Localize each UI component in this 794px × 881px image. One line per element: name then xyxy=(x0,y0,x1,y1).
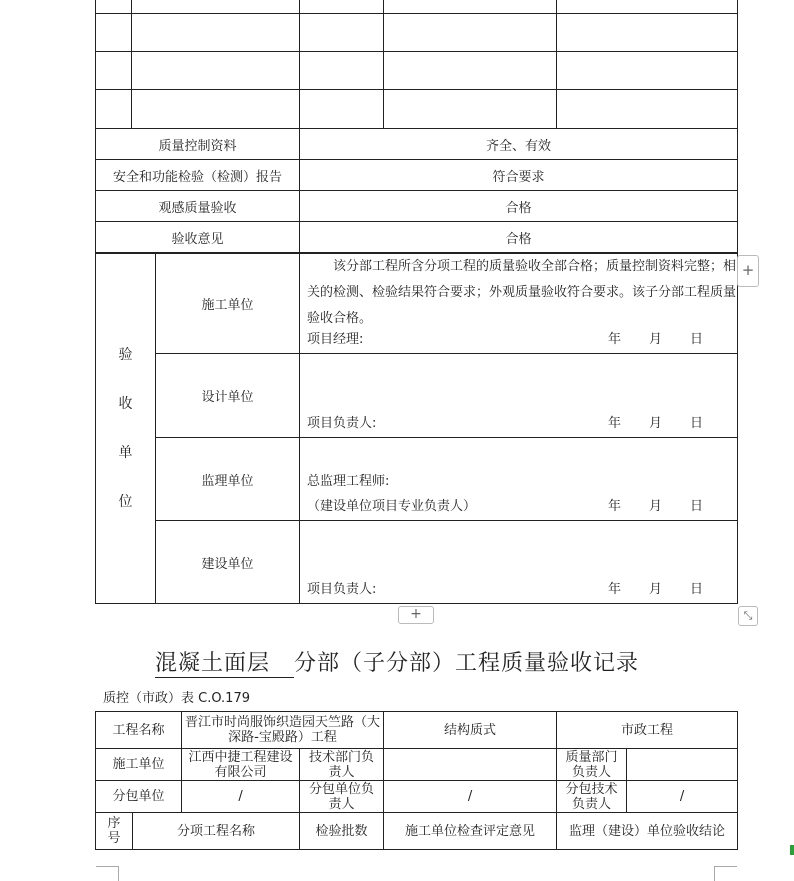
owner-unit-label: 建设单位 xyxy=(156,521,300,604)
owner-date xyxy=(608,578,703,597)
contractor-label: 施工单位 xyxy=(96,749,182,781)
construction-row xyxy=(96,254,738,354)
supervision-row xyxy=(96,438,738,521)
item-name-header: 分项工程名称 xyxy=(133,813,300,850)
date-day: 日 xyxy=(690,499,704,514)
sub-tech-label: 分包技术负责人 xyxy=(557,781,627,813)
construction-date xyxy=(608,328,703,347)
date-year: 年 xyxy=(608,416,622,431)
design-signer: 项目负责人: xyxy=(307,416,377,431)
add-row-button[interactable]: + xyxy=(398,606,434,624)
date-year: 年 xyxy=(608,582,622,597)
safety-report-value[interactable]: 符合要求 xyxy=(300,160,738,191)
group-char: 单 xyxy=(118,444,133,461)
sub-head-label: 分包单位负责人 xyxy=(300,781,384,813)
subcontractor-value[interactable]: / xyxy=(182,781,300,813)
edge-marker xyxy=(790,845,794,855)
quality-head-label: 质量部门负责人 xyxy=(557,749,627,781)
quality-docs-value[interactable]: 齐全、有效 xyxy=(300,129,738,160)
date-day: 日 xyxy=(690,332,704,347)
opinion-row xyxy=(96,222,738,253)
add-column-button[interactable]: + xyxy=(737,255,759,287)
supervision-unit-cell[interactable] xyxy=(300,438,738,521)
group-char: 收 xyxy=(118,395,133,412)
owner-unit-cell[interactable] xyxy=(300,521,738,604)
construction-opinion-text: 该分部工程所含分项工程的质量验收全部合格；质量控制资料完整；相关的检测、检验结果符合要求；外观质量验收符合要求。该子分部工程质量验收合格。 xyxy=(307,259,737,326)
table-row xyxy=(96,90,738,129)
form-title xyxy=(0,646,794,678)
form-title-subject[interactable]: 混凝土面层 xyxy=(155,646,294,678)
structure-value[interactable]: 市政工程 xyxy=(557,712,738,749)
group-char: 位 xyxy=(118,493,133,510)
safety-report-label: 安全和功能检验（检测）报告 xyxy=(96,160,300,191)
contractor-value[interactable]: 江西中捷工程建设有限公司 xyxy=(182,749,300,781)
structure-label: 结构质式 xyxy=(384,712,557,749)
acceptance-units-table xyxy=(95,253,738,604)
subcontractor-label: 分包单位 xyxy=(96,781,182,813)
seq-header: 序号 xyxy=(96,813,133,850)
opinion-label: 验收意见 xyxy=(96,222,300,253)
construction-unit-cell[interactable] xyxy=(300,254,738,354)
owner-signer: 项目负责人: xyxy=(307,582,377,597)
table-row xyxy=(96,14,738,52)
date-day: 日 xyxy=(690,582,704,597)
date-month: 月 xyxy=(649,332,663,347)
opinion-value[interactable]: 合格 xyxy=(300,222,738,253)
date-month: 月 xyxy=(649,416,663,431)
sub-tech-value[interactable]: / xyxy=(627,781,738,813)
date-month: 月 xyxy=(649,582,663,597)
form-title-rest: 分部（子分部）工程质量验收记录 xyxy=(294,651,640,676)
supervision-unit-label: 监理单位 xyxy=(156,438,300,521)
sub-division-table xyxy=(95,711,738,850)
group-char: 验 xyxy=(118,346,133,363)
appearance-label: 观感质量验收 xyxy=(96,191,300,222)
date-month: 月 xyxy=(649,499,663,514)
design-date xyxy=(608,412,703,431)
acceptance-table xyxy=(95,0,738,253)
supervisor-conclusion-header: 监理（建设）单位验收结论 xyxy=(557,813,738,850)
appearance-value[interactable]: 合格 xyxy=(300,191,738,222)
design-unit-cell[interactable] xyxy=(300,354,738,438)
project-name-label: 工程名称 xyxy=(96,712,182,749)
supervision-date xyxy=(608,495,703,514)
page-corner-mark xyxy=(96,866,119,881)
sub-head-value[interactable]: / xyxy=(384,781,557,813)
supervision-signer: 总监理工程师: xyxy=(307,474,390,489)
table-row xyxy=(96,52,738,90)
quality-head-value[interactable] xyxy=(627,749,738,781)
construction-signer: 项目经理: xyxy=(307,332,364,347)
quality-docs-label: 质量控制资料 xyxy=(96,129,300,160)
construction-unit-label: 施工单位 xyxy=(156,254,300,354)
quality-docs-row xyxy=(96,129,738,160)
project-name-value[interactable]: 晋江市时尚服饰织造园天竺路（大深路-宝殿路）工程 xyxy=(182,712,384,749)
table-row xyxy=(96,0,738,14)
date-day: 日 xyxy=(690,416,704,431)
resize-table-icon[interactable]: ⤡ xyxy=(738,606,758,626)
subcontractor-row xyxy=(96,781,738,813)
acceptance-units-group-label xyxy=(96,254,156,604)
date-year: 年 xyxy=(608,332,622,347)
column-header-row xyxy=(96,813,738,850)
tech-head-value[interactable] xyxy=(384,749,557,781)
contractor-opinion-header: 施工单位检查评定意见 xyxy=(384,813,557,850)
design-unit-label: 设计单位 xyxy=(156,354,300,438)
appearance-row xyxy=(96,191,738,222)
owner-row xyxy=(96,521,738,604)
safety-report-row xyxy=(96,160,738,191)
date-year: 年 xyxy=(608,499,622,514)
page-corner-mark xyxy=(714,866,737,881)
design-row xyxy=(96,354,738,438)
project-name-row xyxy=(96,712,738,749)
tech-head-label: 技术部门负责人 xyxy=(300,749,384,781)
supervision-signer-note: （建设单位项目专业负责人） xyxy=(307,499,477,514)
batch-count-header: 检验批数 xyxy=(300,813,384,850)
contractor-row xyxy=(96,749,738,781)
form-code: 质控（市政）表 C.O.179 xyxy=(103,691,250,706)
